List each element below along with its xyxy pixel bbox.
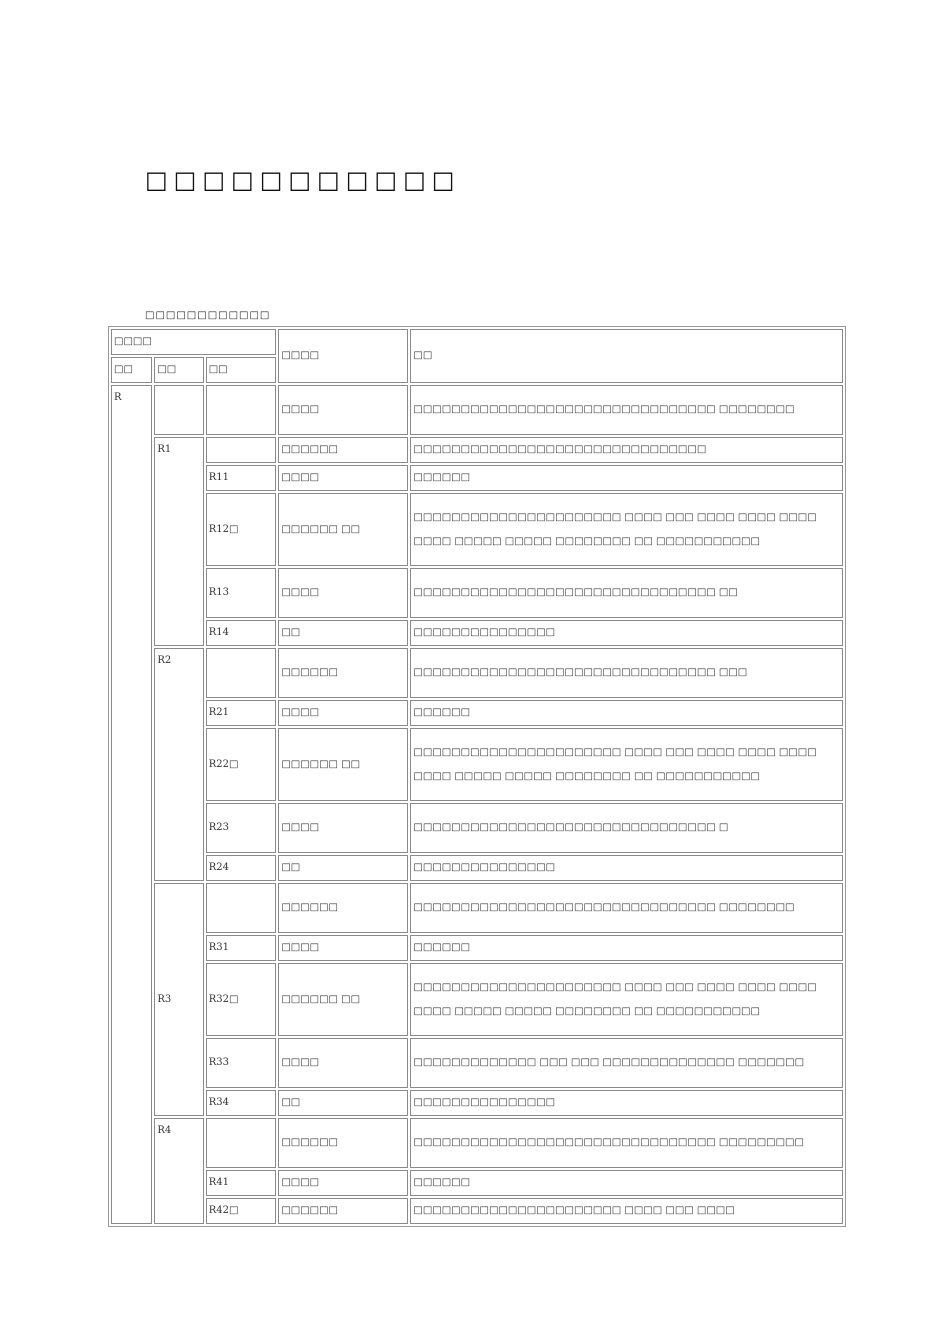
desc-r22: □□□□□□□□□□□□□□□□□□□□□□ □□□□ □□□ □□□□ □□□□ □□□□ □□□□ □□□□□ □□□□□ □□□□□□□□ □□ □□□□□□□□□□□ [410, 728, 843, 801]
name-r4: □□□□□□ [278, 1118, 408, 1168]
desc-r41: □□□□□□ [410, 1170, 843, 1196]
code-r11: R11 [206, 465, 277, 491]
code-r13: R13 [206, 568, 277, 618]
name-r2: □□□□□□ [278, 648, 408, 698]
name-r21: □□□□ [278, 700, 408, 726]
name-r24: □□ [278, 855, 408, 881]
name-r23: □□□□ [278, 803, 408, 853]
desc-r24: □□□□□□□□□□□□□□□ [410, 855, 843, 881]
desc-r23: □□□□□□□□□□□□□□□□□□□□□□□□□□□□□□□□ □ [410, 803, 843, 853]
code-r42: R42□ [206, 1198, 277, 1224]
name-r33: □□□□ [278, 1038, 408, 1088]
desc-r42: □□□□□□□□□□□□□□□□□□□□□□ □□□□ □□□ □□□□ [410, 1198, 843, 1224]
header-group: □□□□ [111, 329, 276, 355]
name-r22: □□□□□□ □□ [278, 728, 408, 801]
desc-r2: □□□□□□□□□□□□□□□□□□□□□□□□□□□□□□□□ □□□ [410, 648, 843, 698]
desc-r33: □□□□□□□□□□□□□ □□□ □□□ □□□□□□□□□□□□□□ □□□□□□□ [410, 1038, 843, 1088]
code-r31: R31 [206, 935, 277, 961]
name-r31: □□□□ [278, 935, 408, 961]
header-col3: □□ [206, 357, 277, 383]
desc-r11: □□□□□□ [410, 465, 843, 491]
name-r14: □□ [278, 620, 408, 646]
code-r22: R22□ [206, 728, 277, 801]
desc-r12: □□□□□□□□□□□□□□□□□□□□□□ □□□□ □□□ □□□□ □□□□ □□□□ □□□□ □□□□□ □□□□□ □□□□□□□□ □□ □□□□□□□□□□□ [410, 493, 843, 566]
name-r1: □□□□□□ [278, 437, 408, 463]
header-col2: □□ [154, 357, 203, 383]
code-r21: R21 [206, 700, 277, 726]
name-r13: □□□□ [278, 568, 408, 618]
name-r11: □□□□ [278, 465, 408, 491]
code-r12: R12□ [206, 493, 277, 566]
name-r3: □□□□□□ [278, 883, 408, 933]
desc-r32: □□□□□□□□□□□□□□□□□□□□□□ □□□□ □□□ □□□□ □□□□ □□□□ □□□□ □□□□□ □□□□□ □□□□□□□□ □□ □□□□□□□□□□□ [410, 963, 843, 1036]
code-r: R [111, 385, 152, 1224]
code-r1: R1 [154, 437, 203, 646]
code-r41: R41 [206, 1170, 277, 1196]
code-r23: R23 [206, 803, 277, 853]
name-r: □□□□ [278, 385, 408, 435]
code-r3: R3 [154, 883, 203, 1116]
desc-r: □□□□□□□□□□□□□□□□□□□□□□□□□□□□□□□□ □□□□□□□□ [410, 385, 843, 435]
desc-r21: □□□□□□ [410, 700, 843, 726]
header-desc: □□ [410, 329, 843, 383]
desc-r4: □□□□□□□□□□□□□□□□□□□□□□□□□□□□□□□□ □□□□□□□□□ [410, 1118, 843, 1168]
code-r14: R14 [206, 620, 277, 646]
code-r34: R34 [206, 1090, 277, 1116]
desc-r1: □□□□□□□□□□□□□□□□□□□□□□□□□□□□□□□ [410, 437, 843, 463]
desc-r13: □□□□□□□□□□□□□□□□□□□□□□□□□□□□□□□□ □□ [410, 568, 843, 618]
name-r34: □□ [278, 1090, 408, 1116]
desc-r3: □□□□□□□□□□□□□□□□□□□□□□□□□□□□□□□□ □□□□□□□□ [410, 883, 843, 933]
name-r12: □□□□□□ □□ [278, 493, 408, 566]
code-r4: R4 [154, 1118, 203, 1224]
header-name: □□□□ [278, 329, 408, 383]
code-r24: R24 [206, 855, 277, 881]
name-r41: □□□□ [278, 1170, 408, 1196]
desc-r34: □□□□□□□□□□□□□□□ [410, 1090, 843, 1116]
classification-table [108, 326, 846, 1227]
code-r32: R32□ [206, 963, 277, 1036]
code-r33: R33 [206, 1038, 277, 1088]
desc-r31: □□□□□□ [410, 935, 843, 961]
name-r32: □□□□□□ □□ [278, 963, 408, 1036]
name-r42: □□□□□□ [278, 1198, 408, 1224]
document-title: □□□□□□□□□□□ [145, 166, 461, 194]
header-col1: □□ [111, 357, 152, 383]
table-caption: □□□□□□□□□□□□ [145, 310, 271, 321]
code-r2: R2 [154, 648, 203, 881]
desc-r14: □□□□□□□□□□□□□□□ [410, 620, 843, 646]
